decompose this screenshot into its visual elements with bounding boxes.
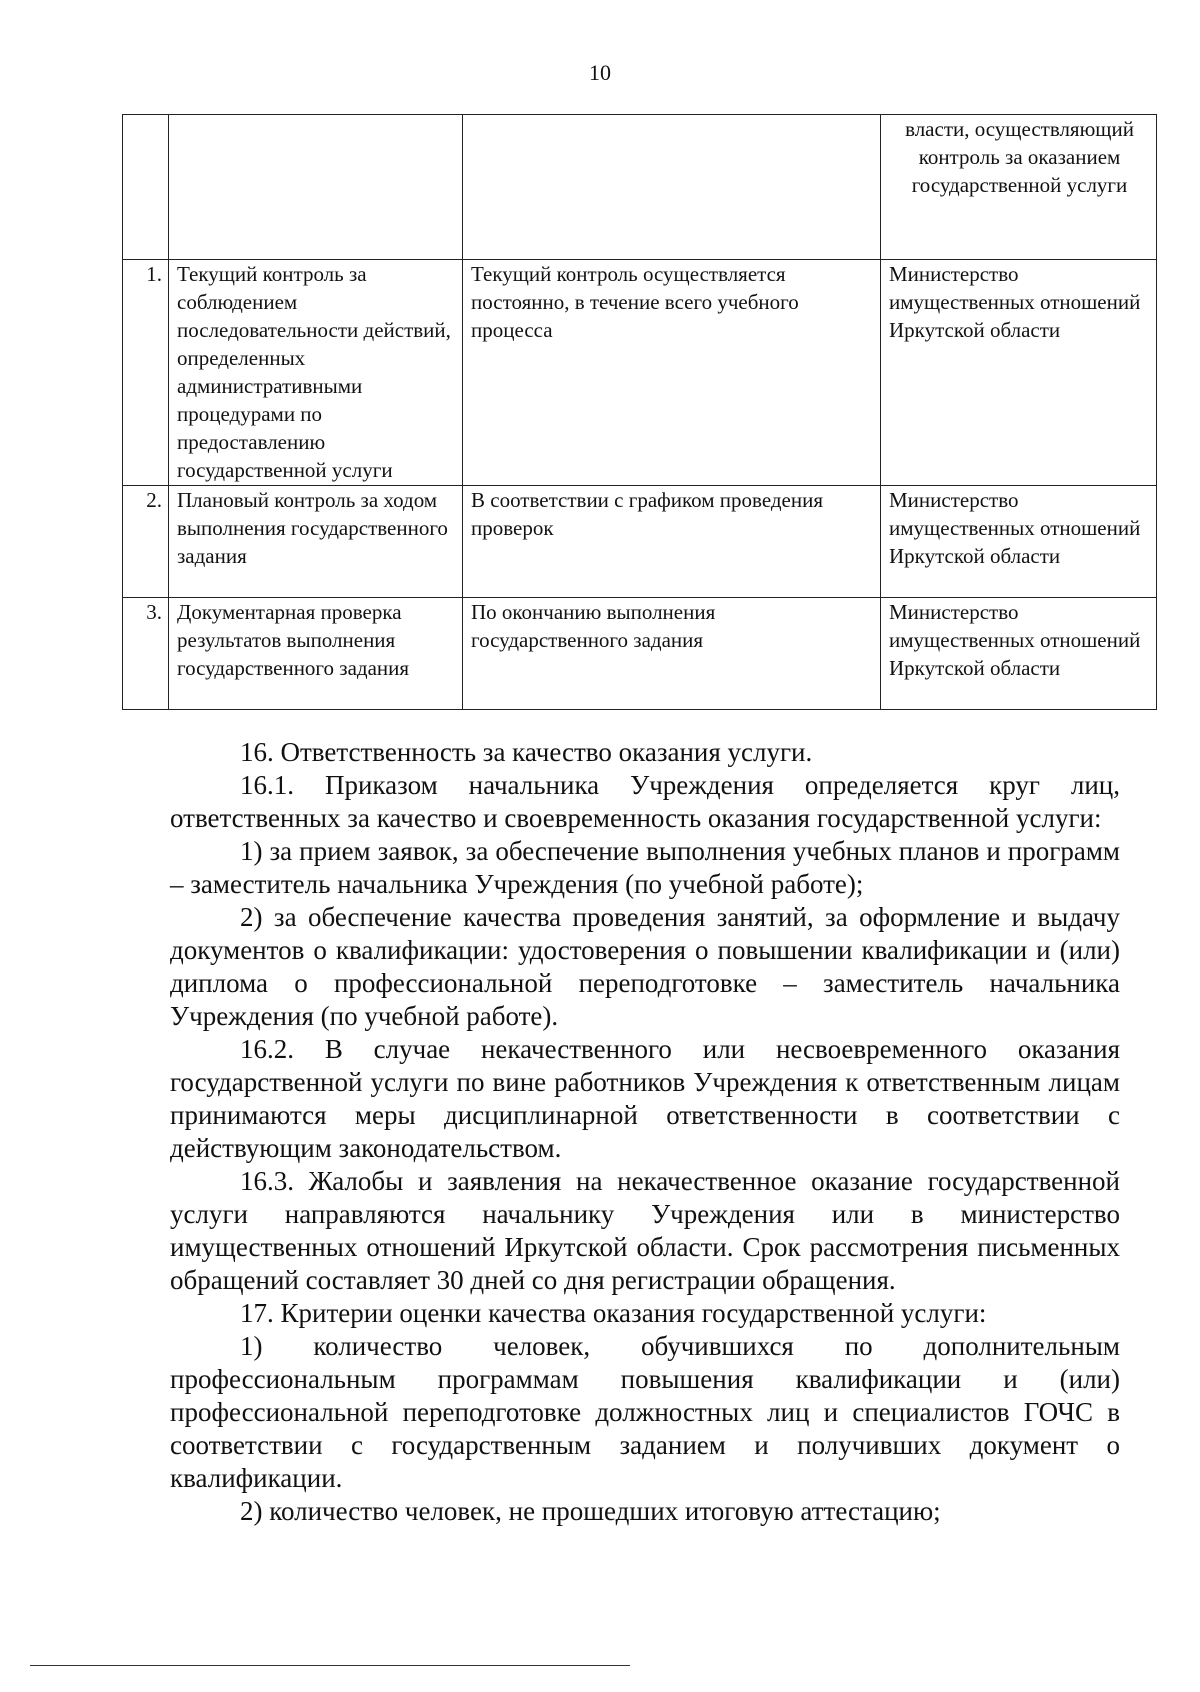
footnote-divider — [30, 1665, 630, 1666]
paragraph-16-1: 16.1. Приказом начальника Учреждения определяется круг лиц, ответственных за качество и своевременность оказания государственной услуги: — [170, 770, 1120, 833]
document-body — [170, 736, 1120, 1528]
list-item: 2) за обеспечение качества проведения занятий, за оформление и выдачу документов о квалификации: удостоверения о повышении квалификации и (или) диплома о профессиональной переподготовке – заместитель начальника Учреждения (по учебной работе). — [170, 902, 1120, 1031]
table-cell-control-form: Документарная проверка результатов выполнения государственного задания — [169, 598, 463, 710]
table-cell-empty — [463, 115, 881, 260]
table-cell-control-form: Плановый контроль за ходом выполнения государственного задания — [169, 486, 463, 598]
section-heading-16: 16. Ответственность за качество оказания услуги. — [240, 737, 813, 767]
page-number: 10 — [589, 60, 611, 85]
table-row — [123, 260, 1157, 486]
table-cell-authority: Министерство имущественных отношений Иркутской области — [881, 598, 1157, 710]
table-cell-authority: власти, осуществляющий контроль за оказанием государственной услуги — [881, 115, 1157, 260]
list-item: 1) количество человек, обучившихся по дополнительным профессиональным программам повышения квалификации и (или) профессиональной переподготовке должностных лиц и специалистов ГОЧС в соответствии с государственным заданием и получивших документ о квалификации. — [170, 1331, 1120, 1493]
table-row — [123, 486, 1157, 598]
table-cell-empty — [123, 115, 169, 260]
table-cell-number: 2. — [123, 486, 169, 598]
table-cell-authority: Министерство имущественных отношений Иркутской области — [881, 260, 1157, 486]
paragraph-16-3: 16.3. Жалобы и заявления на некачественное оказание государственной услуги направляются начальнику Учреждения или в министерство имущественных отношений Иркутской области. Срок рассмотрения письменных обращений составляет 30 дней со дня регистрации обращения. — [170, 1166, 1120, 1295]
table-cell-period: В соответствии с графиком проведения проверок — [463, 486, 881, 598]
table-row-continuation — [123, 115, 1157, 260]
table-cell-control-form: Текущий контроль за соблюдением последовательности действий, определенных административными процедурами по предоставлению государственной услуги — [169, 260, 463, 486]
table-cell-authority: Министерство имущественных отношений Иркутской области — [881, 486, 1157, 598]
table-row — [123, 598, 1157, 710]
list-item: 1) за прием заявок, за обеспечение выполнения учебных планов и программ – заместитель начальника Учреждения (по учебной работе); — [170, 836, 1120, 899]
control-table — [122, 114, 1157, 710]
section-heading-17: 17. Критерии оценки качества оказания государственной услуги: — [240, 1298, 987, 1328]
table-cell-empty — [169, 115, 463, 260]
table-cell-period: По окончанию выполнения государственного задания — [463, 598, 881, 710]
paragraph-16-2: 16.2. В случае некачественного или несвоевременного оказания государственной услуги по вине работников Учреждения к ответственным лицам принимаются меры дисциплинарной ответственности в соответствии с действующим законодательством. — [170, 1034, 1120, 1163]
list-item: 2) количество человек, не прошедших итоговую аттестацию; — [240, 1496, 941, 1526]
table-cell-period: Текущий контроль осуществляется постоянно, в течение всего учебного процесса — [463, 260, 881, 486]
table-cell-number: 1. — [123, 260, 169, 486]
table-cell-number: 3. — [123, 598, 169, 710]
